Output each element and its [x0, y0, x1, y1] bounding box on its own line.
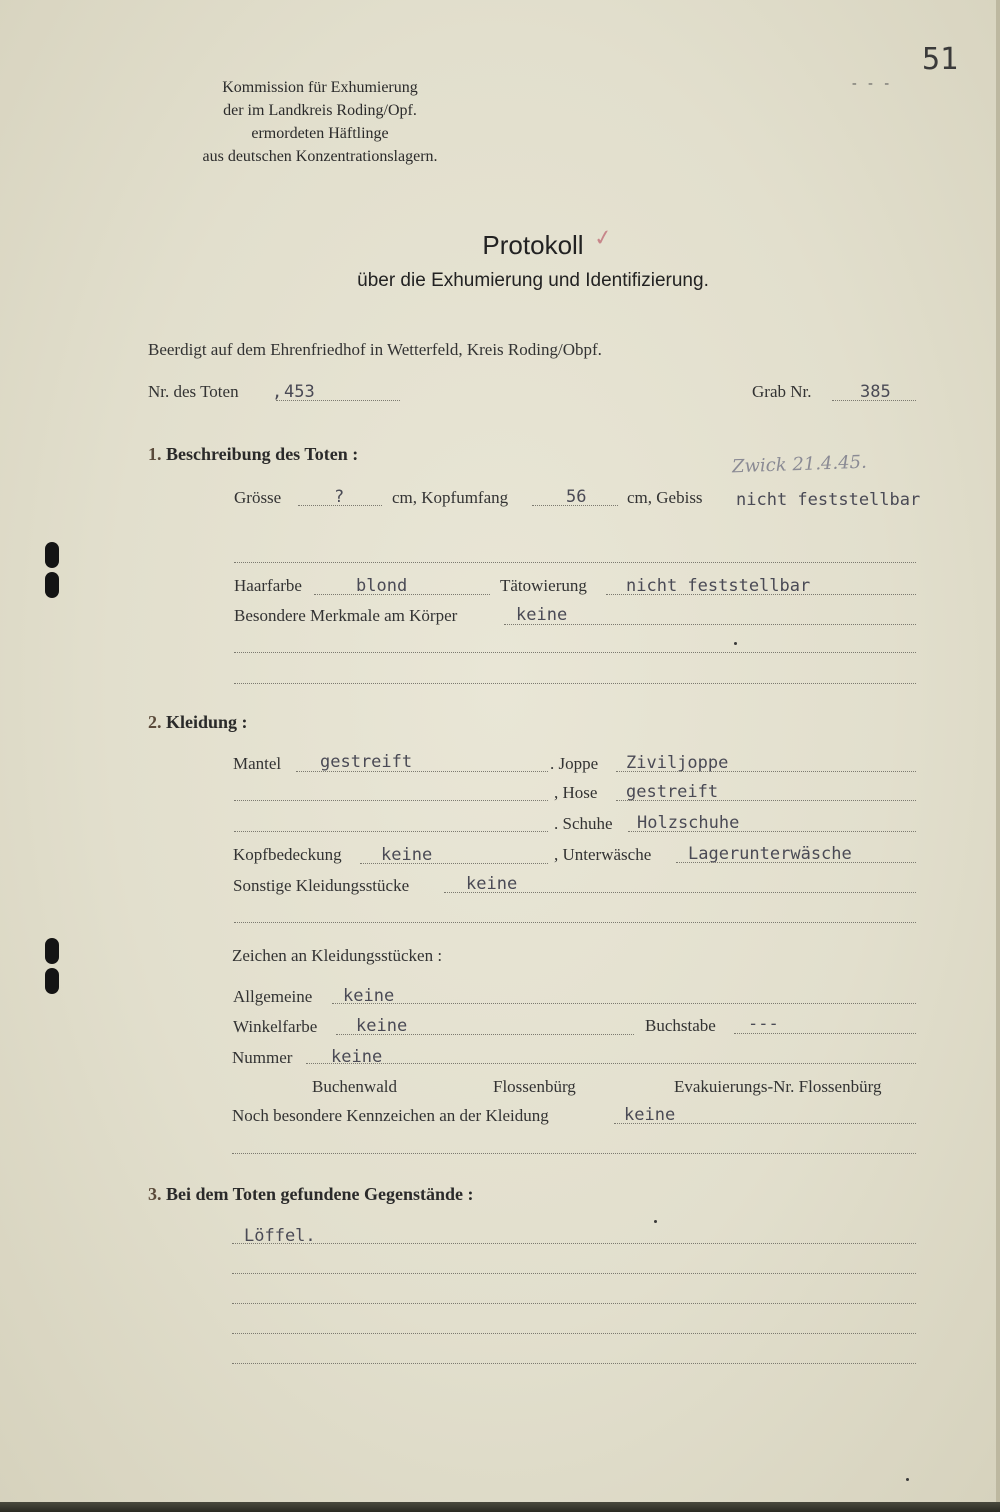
dotted-line: [336, 1034, 634, 1035]
dotted-line: [504, 624, 916, 625]
binder-hole-top-upper: [45, 542, 59, 568]
dotted-line: [232, 1303, 916, 1304]
section-3-heading: [148, 1184, 474, 1205]
page-number: 51: [922, 42, 959, 77]
dotted-line: [234, 922, 916, 923]
size-label: Grösse: [234, 488, 282, 507]
special-marks-label: Noch besondere Kennzeichen an der Kleidung: [232, 1106, 549, 1125]
underwear-value: Lagerunterwäsche: [688, 844, 852, 864]
header-line-3: ermordeten Häftlinge: [251, 125, 389, 142]
dotted-line: [616, 800, 916, 801]
shoes-label: . Schuhe: [554, 814, 613, 833]
document-subtitle: über die Exhumierung und Identifizierung.: [357, 270, 709, 291]
dotted-line: [614, 1123, 916, 1124]
dotted-line: [232, 1333, 916, 1334]
dotted-line: [314, 594, 490, 595]
grave-number-value: 385: [860, 382, 891, 402]
dead-number-value: 453: [284, 382, 315, 402]
letter-label: Buchstabe: [645, 1016, 716, 1035]
dotted-line: [234, 652, 916, 653]
found-item: Löffel.: [244, 1226, 316, 1246]
binder-hole-bottom-upper: [45, 938, 59, 964]
dotted-line: [234, 562, 916, 563]
document-title: Protokoll: [482, 230, 584, 260]
ink-speck: [654, 1220, 657, 1223]
number-label: Nummer: [232, 1048, 293, 1067]
hair-color-value: blond: [356, 576, 408, 596]
ink-speck: [734, 642, 737, 645]
coat-label: Mantel: [233, 754, 282, 773]
section-2-heading: [148, 712, 248, 733]
section-1-title: Beschreibung des Toten :: [166, 444, 359, 464]
dotted-line: [306, 1063, 916, 1064]
dotted-line: [232, 1363, 916, 1364]
other-clothing-label: Sonstige Kleidungsstücke: [233, 876, 410, 895]
body-marks-value: keine: [516, 605, 568, 625]
teeth-value: nicht feststellbar: [736, 490, 921, 510]
dotted-line: [734, 1033, 916, 1034]
underwear-label: , Unterwäsche: [554, 845, 652, 864]
jacket-value: Ziviljoppe: [626, 753, 729, 773]
dotted-line: [444, 892, 916, 893]
dotted-line: [296, 771, 548, 772]
binder-hole-bottom-lower: [45, 968, 59, 994]
dotted-line: [616, 771, 916, 772]
camp-buchenwald: Buchenwald: [312, 1077, 397, 1096]
general-label: Allgemeine: [233, 987, 313, 1006]
section-1-number: 1.: [148, 444, 162, 464]
headgear-value: keine: [381, 845, 433, 865]
dotted-line: [606, 594, 916, 595]
teeth-label: cm, Gebiss: [627, 488, 703, 507]
dotted-line: [234, 683, 916, 684]
number-value: keine: [331, 1047, 383, 1067]
section-1-heading: [148, 444, 358, 465]
dotted-line: [232, 1153, 916, 1154]
evacuation-number: Evakuierungs-Nr. Flossenbürg: [674, 1077, 882, 1096]
grave-number-label: Grab Nr.: [752, 382, 812, 401]
triangle-color-label: Winkelfarbe: [233, 1017, 318, 1036]
ink-speck: [906, 1478, 909, 1481]
section-3-number: 3.: [148, 1184, 162, 1204]
dotted-line: [676, 862, 916, 863]
header-line-2: der im Landkreis Roding/Opf.: [223, 102, 417, 119]
special-marks-value: keine: [624, 1105, 676, 1125]
page-edge: [996, 0, 1000, 1512]
dead-number-label: Nr. des Toten: [148, 382, 239, 401]
other-clothing-value: keine: [466, 874, 518, 894]
check-mark-icon: ✓: [592, 224, 615, 253]
dotted-line: [532, 505, 618, 506]
clothing-marks-label: Zeichen an Kleidungsstücken :: [232, 946, 443, 965]
size-value: ?: [334, 487, 345, 507]
dotted-line: [276, 400, 400, 401]
header-line-1: Kommission für Exhumierung: [222, 79, 418, 96]
dotted-line: [832, 400, 916, 401]
page-edge: [0, 1502, 1000, 1512]
commission-header: [150, 76, 490, 168]
coat-value: gestreift: [320, 752, 413, 772]
burial-place: Beerdigt auf dem Ehrenfriedhof in Wetterfeld, Kreis Roding/Obpf.: [148, 340, 602, 359]
section-3-title: Bei dem Toten gefundene Gegenstände :: [166, 1184, 474, 1204]
head-circumference-value: 56: [566, 487, 587, 507]
dotted-line: [232, 1243, 916, 1244]
headgear-label: Kopfbedeckung: [233, 845, 342, 864]
dead-number-prefix: ,: [272, 382, 283, 402]
binder-hole-top-lower: [45, 572, 59, 598]
jacket-label: . Joppe: [550, 754, 599, 773]
dotted-line: [332, 1003, 916, 1004]
section-2-title: Kleidung :: [166, 712, 248, 732]
shoes-value: Holzschuhe: [637, 813, 740, 833]
trousers-label: , Hose: [554, 783, 598, 802]
triangle-color-value: keine: [356, 1016, 408, 1036]
dotted-line: [628, 831, 916, 832]
dotted-line: [360, 863, 548, 864]
section-2-number: 2.: [148, 712, 162, 732]
general-value: keine: [343, 986, 395, 1006]
trousers-value: gestreift: [626, 782, 719, 802]
header-line-4: aus deutschen Konzentrationslagern.: [202, 148, 438, 165]
letter-value: ---: [748, 1014, 779, 1034]
head-circumference-label: cm, Kopfumfang: [392, 488, 509, 507]
handwritten-note: Zwick 21.4.45.: [731, 451, 868, 478]
dotted-line: [232, 1273, 916, 1274]
dotted-line: [234, 831, 548, 832]
dotted-line: [298, 505, 382, 506]
hair-color-label: Haarfarbe: [234, 576, 302, 595]
tattoo-label: Tätowierung: [500, 576, 587, 595]
camp-flossenbuerg: Flossenbürg: [493, 1077, 576, 1096]
dotted-line: [234, 800, 548, 801]
corner-dashes: - - -: [852, 76, 893, 91]
tattoo-value: nicht feststellbar: [626, 576, 811, 596]
body-marks-label: Besondere Merkmale am Körper: [234, 606, 458, 625]
